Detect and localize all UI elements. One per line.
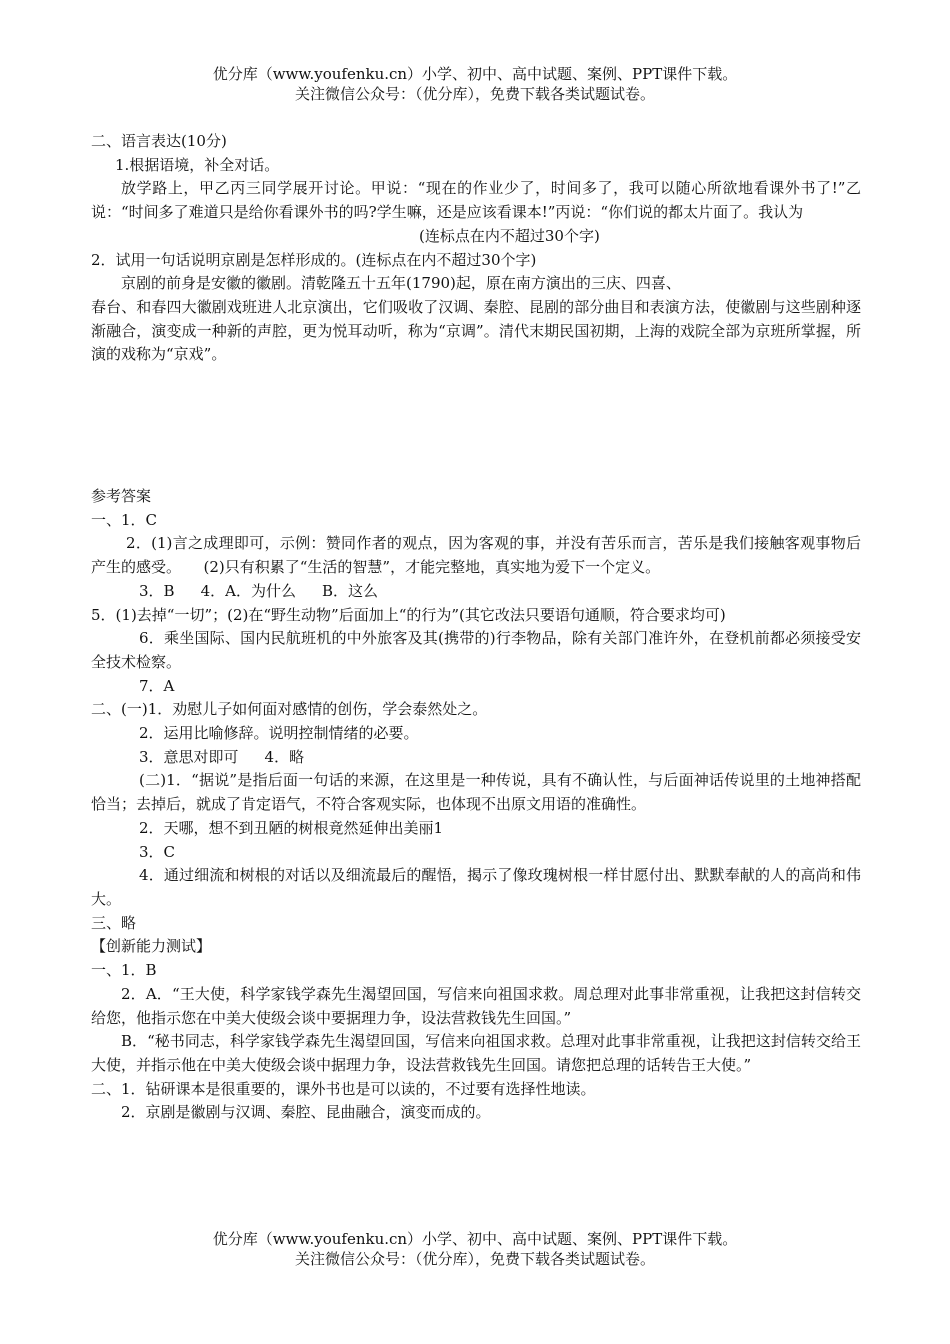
answer-1: 一、1．C [91,510,158,529]
answers-title: 参考答案 [91,487,152,506]
header-line-2: 关注微信公众号：（优分库），免费下载各类试题试卷。 [294,85,655,103]
answer-c4: 4．通过细流和树根的对话以及细流最后的醒悟，揭示了像玫瑰树根一样甘愿付出、默默奉献的人的高尚和伟大。 [91,866,861,908]
question-2-text-b: 春台、和春四大徽剧戏班进人北京演出，它们吸收了汉调、秦腔、昆剧的部分曲目和表演方法，使徽剧与这些剧种逐渐融合，演变成一种新的声腔，更为悦耳动听，称为“京调”。清代末期民国初期，上海的戏院全部为京班所掌握，所演的戏称为“京戏”。 [91,297,861,364]
answer-b3-b4 [91,746,861,770]
answer-3-4 [91,580,861,604]
answer-c1: (二)1．“据说”是指后面一句话的来源，在这里是一种传说，具有不确认性，与后面神话传说里的土地神搭配恰当；去掉后，就成了肯定语气，不符合客观实际，也体现不出原文用语的准确性。 [91,771,861,814]
question-1-note: (连标点在内不超过30个字) [419,226,600,245]
answer-5: 5．(1)去掉“一切”；(2)在“野生动物”后面加上“的行为”(其它改法只要语句通顺，符合要求均可) [91,605,726,624]
footer-line-1: 优分库（www.youfenku.cn）小学、初中、高中试题、案例、PPT课件下载。 [212,1230,738,1248]
answer-c3: 3．C [139,842,176,861]
question-1-text: 放学路上，甲乙丙三同学展开讨论。甲说：“现在的作业少了，时间多了，我可以随心所欲地看课外书了!”乙说：“时间多了难道只是给你看课外书的吗?学生嘛，还是应该看课本!”丙说：“你们说的都太片面了。我认为 [91,179,861,222]
question-2: 2．试用一句话说明京剧是怎样形成的。(连标点在内不超过30个字) [91,250,537,269]
answer-b3: 3．意思对即可 [139,747,239,766]
innovation-title: 【创新能力测试】 [91,937,212,956]
main-content [91,130,861,1125]
answer-4a: 4．A．为什么 [200,581,296,600]
answer-4b: B．这么 [321,581,378,600]
section-3: 三、略 [91,913,137,932]
header-line-1: 优分库（www.youfenku.cn）小学、初中、高中试题、案例、PPT课件下载。 [212,65,738,83]
page-footer [0,1229,950,1269]
section-title: 二、语言表达(10分) [91,132,227,150]
answer-b2: 2．运用比喻修辞。说明控制情绪的必要。 [139,724,419,743]
answer-c2: 2．天哪，想不到丑陋的树根竟然延伸出美丽1 [139,818,444,837]
answer-b1: 二、(一)1．劝慰儿子如何面对感情的创伤，学会泰然处之。 [91,700,488,719]
answer-b4: 4．略 [264,747,305,766]
answer-d3: B．“秘书同志，科学家钱学森先生渴望回国，写信来向祖国求救。总理对此事非常重视，让我把这封信转交给王大使，并指示他在中美大使级会谈中据理力争，设法营救钱先生回国。请您把总理的话转告王大使。” [91,1032,861,1074]
page-header [0,64,950,104]
answer-7: 7．A [139,676,175,695]
answer-2: 2．(1)言之成理即可，示例：赞同作者的观点，因为客观的事，并没有苦乐而言，苦乐是我们接触客观事物后产生的感受。 (2)只有积累了“生活的智慧”，才能完整地，真实地为爱下一个定义。 [91,534,861,577]
answer-6: 6．乘坐国际、国内民航班机的中外旅客及其(携带的)行李物品，除有关部门准许外，在登机前都必须接受安全技术检察。 [91,629,861,671]
answer-3: 3．B [139,581,175,600]
footer-line-2: 关注微信公众号：（优分库），免费下载各类试题试卷。 [294,1250,655,1268]
question-2-text-a: 京剧的前身是安徽的徽剧。清乾隆五十五年(1790)起，原在南方演出的三庆、四喜、 [121,274,681,293]
answer-d1: 一、1．B [91,961,157,980]
answer-e1: 二、1．钻研课本是很重要的，课外书也是可以读的，不过要有选择性地读。 [91,1079,596,1098]
answer-e2: 2．京剧是徽剧与汉调、秦腔、昆曲融合，演变而成的。 [121,1103,491,1122]
answer-d2: 2．A．“王大使，科学家钱学森先生渴望回国，写信来向祖国求救。周总理对此事非常重视，让我把这封信转交给您，他指示您在中美大使级会谈中要据理力争，设法营救钱先生回国。” [91,984,861,1027]
question-1: 1.根据语境，补全对话。 [115,155,280,174]
